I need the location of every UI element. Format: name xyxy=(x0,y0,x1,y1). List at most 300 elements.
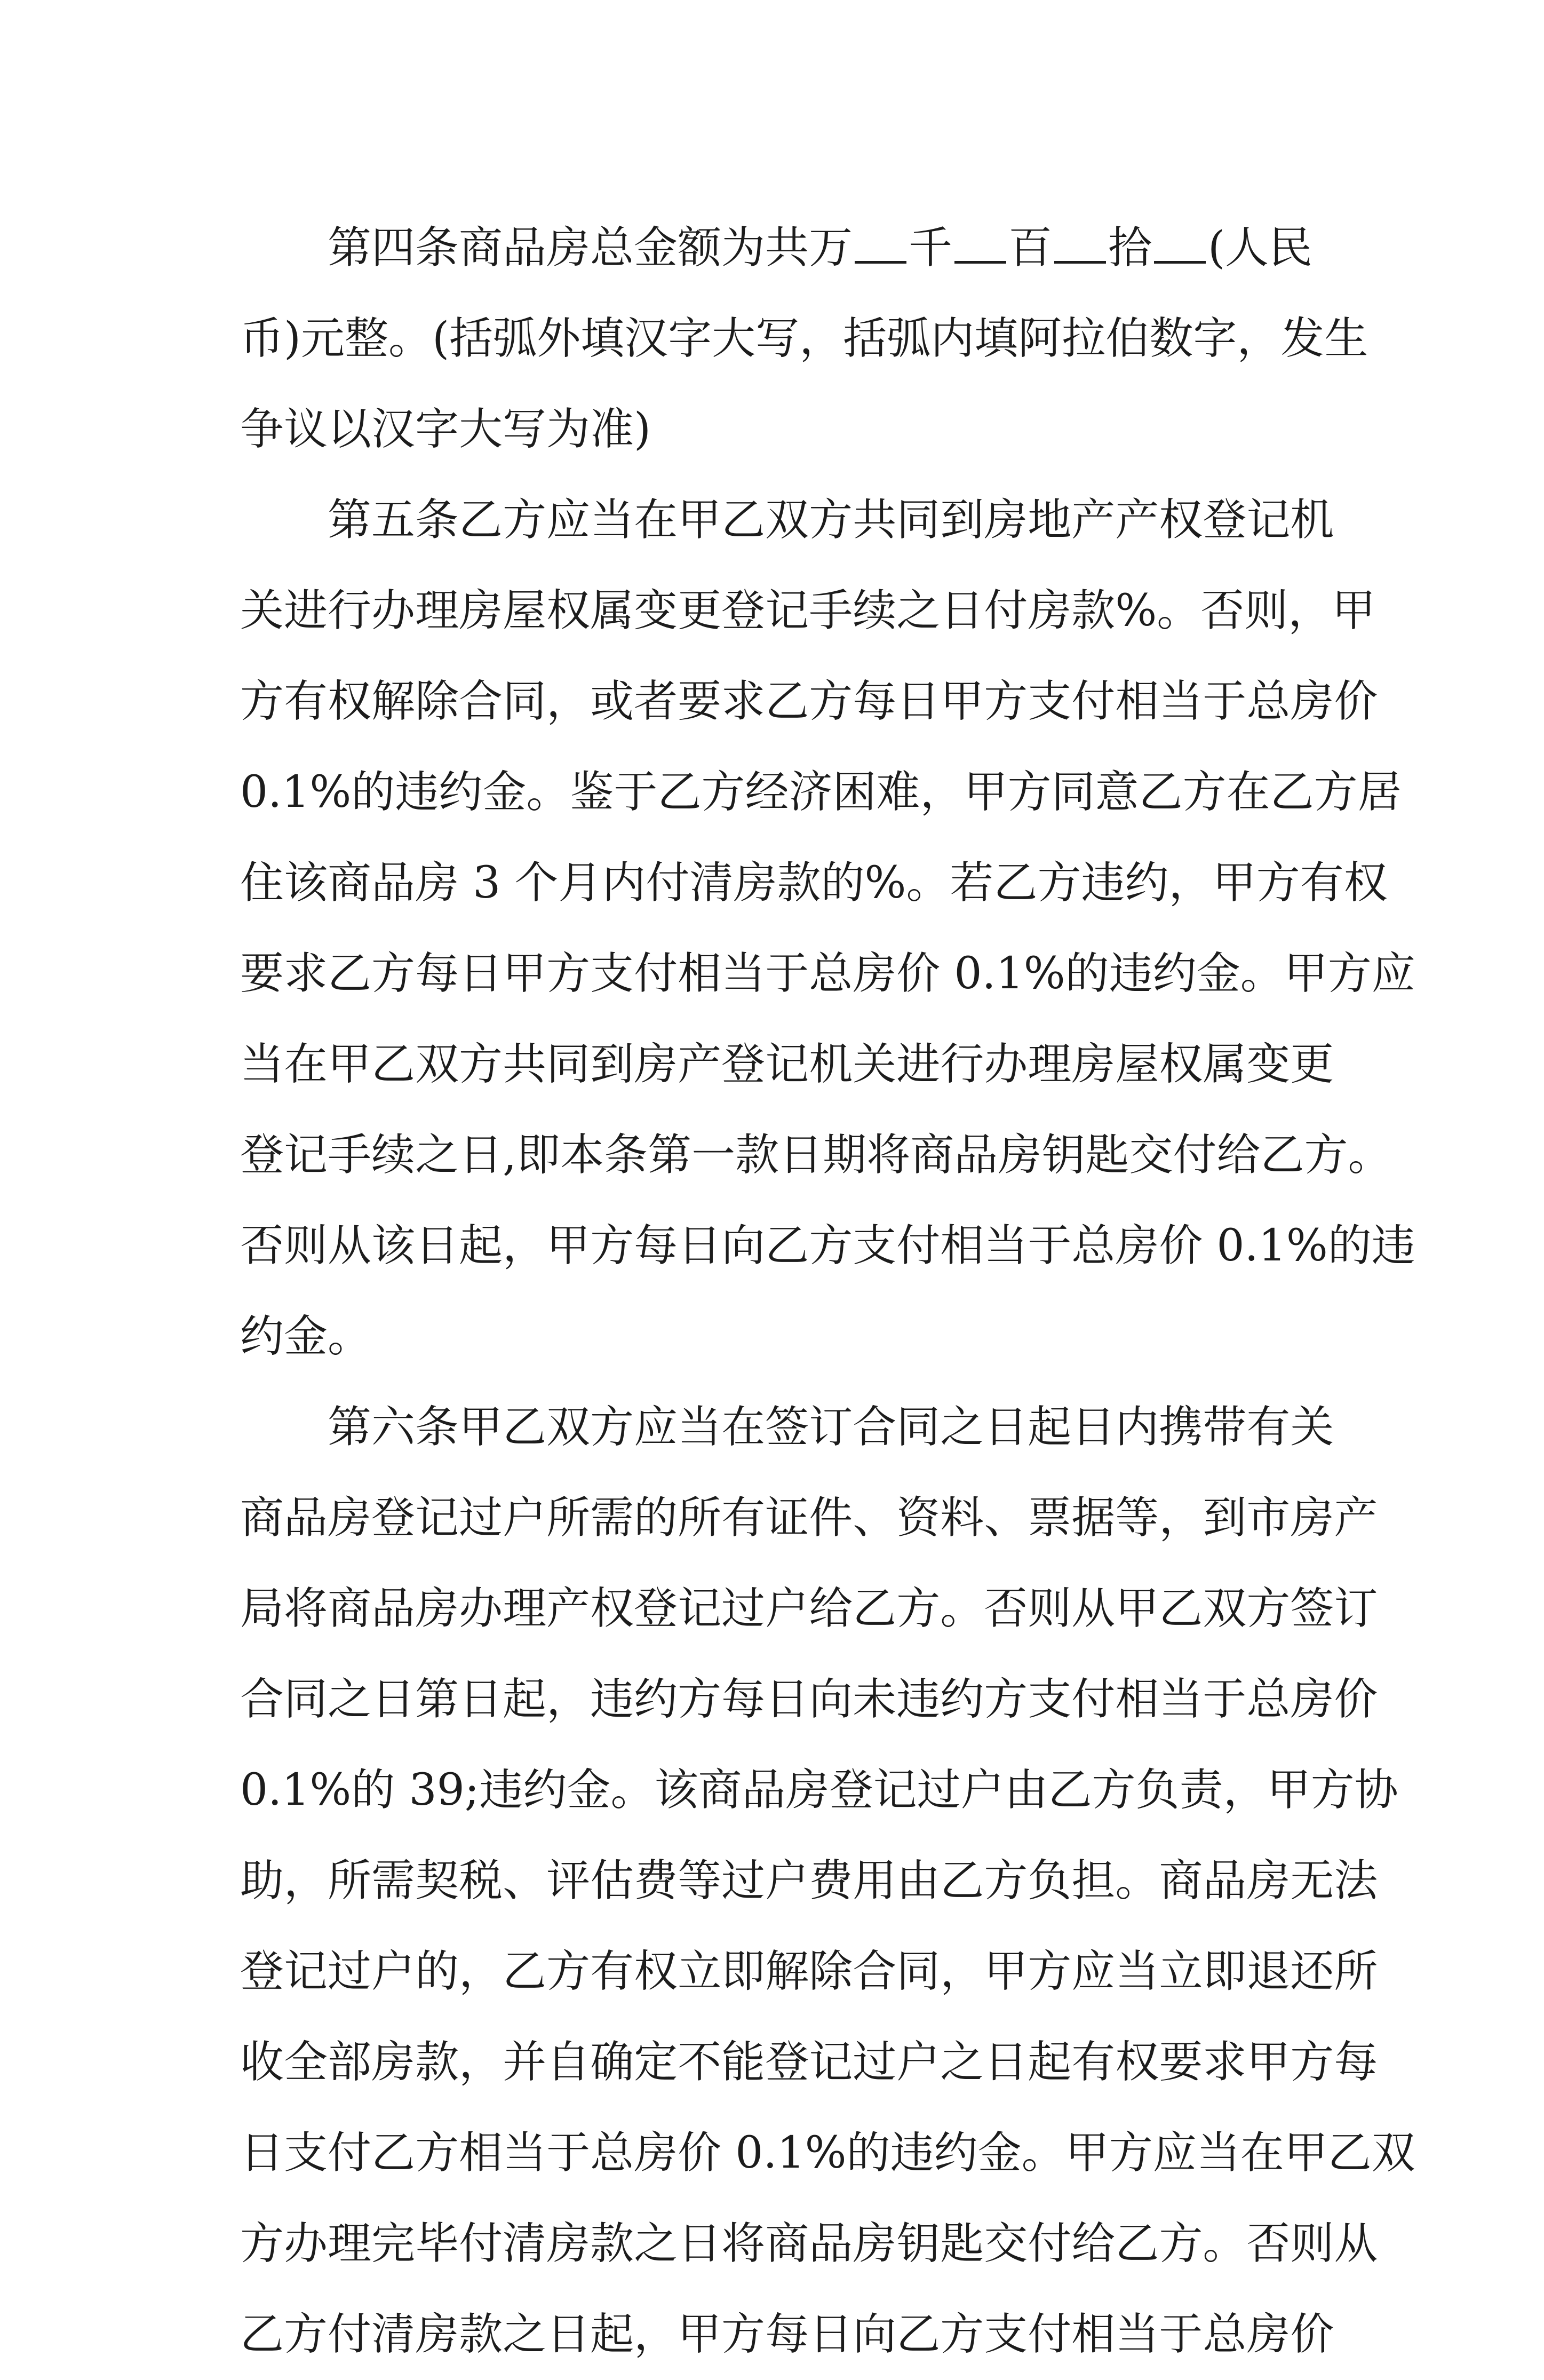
glyph: 方 xyxy=(1159,2218,1203,2269)
glyph: 于 xyxy=(1203,676,1247,727)
glyph: 方 xyxy=(1327,948,1372,999)
glyph: 甲 xyxy=(1284,948,1328,999)
glyph: 房 xyxy=(1290,676,1334,727)
glyph: 支 xyxy=(590,948,634,999)
glyph: 记 xyxy=(284,1130,328,1180)
glyph: 户 xyxy=(503,1493,547,1543)
glyph: 方 xyxy=(1037,858,1081,908)
glyph: 过 xyxy=(853,2037,897,2088)
glyph: 于 xyxy=(614,767,658,818)
glyph: 匙 xyxy=(940,2218,984,2269)
glyph: 同 xyxy=(896,1946,941,1997)
glyph: 契 xyxy=(415,1855,459,1906)
glyph: 生 xyxy=(1324,313,1368,364)
glyph: 有 xyxy=(284,676,328,727)
glyph: 料 xyxy=(940,1493,984,1543)
glyph: 完 xyxy=(371,2218,416,2269)
glyph: 等 xyxy=(678,1855,722,1906)
glyph: 之 xyxy=(503,2309,547,2360)
glyph: 意 xyxy=(1095,767,1139,818)
glyph: 款 xyxy=(590,2218,634,2269)
glyph: 证 xyxy=(765,1493,809,1543)
glyph: 9 xyxy=(436,1765,465,1815)
glyph: 订 xyxy=(1334,1583,1378,1634)
glyph: 伯 xyxy=(1105,313,1150,364)
glyph: 房 xyxy=(459,585,503,636)
glyph: 由 xyxy=(896,1855,941,1906)
glyph: 房 xyxy=(1115,1220,1159,1271)
glyph: 甲 xyxy=(1246,2037,1291,2088)
glyph: 解 xyxy=(371,676,416,727)
glyph: 金 xyxy=(977,2128,1022,2178)
glyph: 价 xyxy=(678,2128,722,2178)
glyph: ， xyxy=(634,2309,678,2360)
glyph: 登 xyxy=(721,585,766,636)
glyph: ， xyxy=(940,1946,984,1997)
glyph: 向 xyxy=(853,2309,897,2360)
article6-line-2 xyxy=(240,1473,1378,1564)
glyph: 品 xyxy=(954,1130,998,1180)
glyph: 汉 xyxy=(624,313,668,364)
glyph: 支 xyxy=(984,2309,1028,2360)
glyph: 字 xyxy=(1193,313,1237,364)
glyph: 应 xyxy=(634,1402,678,1453)
glyph: 乙 xyxy=(721,495,766,545)
glyph: 权 xyxy=(634,1946,678,1997)
glyph: 自 xyxy=(546,2037,591,2088)
glyph: 3 xyxy=(473,858,501,908)
glyph: 合 xyxy=(853,1946,897,1997)
glyph: 双 xyxy=(1203,1583,1247,1634)
glyph: 款 xyxy=(735,1130,779,1180)
glyph: 方 xyxy=(1290,2037,1334,2088)
glyph: 数 xyxy=(1149,313,1193,364)
glyph: 从 xyxy=(1334,2218,1378,2269)
glyph: ， xyxy=(459,2037,503,2088)
glyph: 违 xyxy=(890,2128,934,2178)
glyph: 方 xyxy=(678,1674,722,1725)
glyph: 登 xyxy=(634,1583,678,1634)
glyph: 住 xyxy=(240,858,284,908)
glyph: 房 xyxy=(1290,1493,1334,1543)
glyph: 第 xyxy=(415,1674,459,1725)
glyph: 甲 xyxy=(1212,858,1256,908)
glyph: 所 xyxy=(328,1855,372,1906)
glyph: 该 xyxy=(284,858,328,908)
glyph: 更 xyxy=(678,585,722,636)
glyph: 日 xyxy=(779,1130,823,1180)
glyph: 税 xyxy=(459,1855,503,1906)
glyph: 总 xyxy=(809,948,853,999)
glyph: 违 xyxy=(1081,858,1125,908)
glyph: 乙 xyxy=(459,495,503,545)
glyph: 品 xyxy=(284,1493,328,1543)
glyph: 方 xyxy=(415,2128,459,2178)
glyph: % xyxy=(1115,585,1157,636)
glyph: 或 xyxy=(590,676,634,727)
glyph: ， xyxy=(1223,1765,1267,1815)
glyph: 商 xyxy=(1159,1855,1203,1906)
glyph: 地 xyxy=(1028,495,1072,545)
glyph: 日 xyxy=(678,1220,722,1271)
glyph: 总 xyxy=(1246,1674,1291,1725)
glyph: 金 xyxy=(567,1765,611,1815)
glyph: 当 xyxy=(1196,2128,1240,2178)
glyph: 给 xyxy=(809,1583,853,1634)
article5-line-2 xyxy=(240,566,1376,656)
glyph: 合 xyxy=(853,1402,897,1453)
glyph: 付 xyxy=(459,2218,503,2269)
glyph: 清 xyxy=(689,858,734,908)
glyph: 于 xyxy=(1159,2309,1203,2360)
glyph: 1 xyxy=(282,767,310,818)
glyph: 支 xyxy=(284,2128,328,2178)
glyph: 一 xyxy=(691,1130,736,1180)
glyph: 登 xyxy=(721,1039,766,1090)
glyph: ， xyxy=(1288,585,1332,636)
article6-line-10 xyxy=(240,2199,1378,2289)
glyph: 屋 xyxy=(1115,1039,1159,1090)
glyph: 产 xyxy=(1115,495,1159,545)
glyph: 方 xyxy=(284,2309,328,2360)
glyph: 在 xyxy=(721,1402,766,1453)
glyph: 否 xyxy=(1246,2218,1291,2269)
glyph: 甲 xyxy=(459,1402,503,1453)
glyph: ， xyxy=(1237,313,1281,364)
glyph: 办 xyxy=(984,1039,1028,1090)
article4-text: (人民 xyxy=(1208,223,1312,273)
glyph: 约 xyxy=(523,1765,567,1815)
glyph: 品 xyxy=(809,2218,853,2269)
glyph: ) xyxy=(284,313,301,364)
glyph: 相 xyxy=(1115,1674,1159,1725)
glyph: 约 xyxy=(1152,948,1197,999)
glyph: 1 xyxy=(777,2128,805,2178)
glyph: 的 xyxy=(1065,948,1109,999)
glyph: 括 xyxy=(843,313,887,364)
glyph: 本 xyxy=(560,1130,604,1180)
glyph: ， xyxy=(459,1946,503,1997)
glyph: 方 xyxy=(896,1583,941,1634)
glyph: 房 xyxy=(785,1765,830,1815)
glyph: 担 xyxy=(1071,1855,1116,1906)
glyph: 经 xyxy=(745,767,789,818)
glyph: 方 xyxy=(721,2309,766,2360)
glyph: 产 xyxy=(1334,1493,1378,1543)
glyph: 甲 xyxy=(1332,585,1376,636)
glyph: 者 xyxy=(634,676,678,727)
glyph: 填 xyxy=(580,313,625,364)
glyph: 于 xyxy=(1028,1220,1072,1271)
glyph: 权 xyxy=(328,676,372,727)
article6-line-6 xyxy=(240,1836,1378,1926)
glyph: ， xyxy=(284,1855,328,1906)
glyph: 条 xyxy=(604,1130,648,1180)
glyph: ， xyxy=(1159,1493,1203,1543)
glyph: 向 xyxy=(809,1674,853,1725)
glyph: 共 xyxy=(853,495,897,545)
glyph: 、 xyxy=(853,1493,897,1543)
glyph: 甲 xyxy=(1115,1583,1159,1634)
glyph: 乙 xyxy=(503,1946,547,1997)
glyph: 每 xyxy=(415,948,459,999)
glyph: 违 xyxy=(1109,948,1153,999)
glyph: 定 xyxy=(634,2037,678,2088)
glyph: 每 xyxy=(765,2309,809,2360)
glyph: 0 xyxy=(954,948,982,999)
glyph: 约 xyxy=(940,1674,984,1725)
glyph: 、 xyxy=(984,1493,1028,1543)
glyph: 。 xyxy=(1240,948,1284,999)
glyph: 变 xyxy=(1246,1039,1291,1090)
glyph: 方 xyxy=(1304,1130,1348,1180)
glyph: 方 xyxy=(809,1220,853,1271)
glyph: 商 xyxy=(328,1583,372,1634)
glyph: 起 xyxy=(503,1674,547,1725)
article6-line-11 xyxy=(240,2289,1334,2380)
glyph: 责 xyxy=(1179,1765,1223,1815)
glyph: 费 xyxy=(809,1855,853,1906)
glyph: 每 xyxy=(1334,2037,1378,2088)
glyph: 款 xyxy=(777,858,821,908)
glyph: 甲 xyxy=(678,495,722,545)
glyph: 解 xyxy=(765,1946,809,1997)
glyph: 记 xyxy=(873,1765,917,1815)
glyph: 记 xyxy=(765,585,809,636)
glyph: 总 xyxy=(590,2128,634,2178)
glyph: 于 xyxy=(546,2128,591,2178)
amount-blank-shi xyxy=(1154,257,1206,264)
glyph: 给 xyxy=(1216,1130,1261,1180)
glyph: 房 xyxy=(415,1583,459,1634)
glyph: 房 xyxy=(415,858,459,908)
glyph xyxy=(459,838,473,929)
glyph: 款 xyxy=(415,2037,459,2088)
glyph: 方 xyxy=(590,1402,634,1453)
glyph: 、 xyxy=(503,1855,547,1906)
glyph: 同 xyxy=(896,1402,941,1453)
glyph: 属 xyxy=(590,585,634,636)
article6-line-9 xyxy=(240,2108,1415,2199)
glyph: 要 xyxy=(240,948,284,999)
glyph: 甲 xyxy=(1267,1765,1311,1815)
glyph: 方 xyxy=(984,676,1028,727)
glyph: % xyxy=(1023,948,1065,999)
glyph: 于 xyxy=(765,948,809,999)
glyph: 则 xyxy=(1244,585,1288,636)
glyph: 过 xyxy=(721,1855,766,1906)
glyph: 当 xyxy=(503,2128,547,2178)
glyph: 确 xyxy=(590,2037,634,2088)
glyph: 方 xyxy=(240,2218,284,2269)
glyph: 则 xyxy=(284,1220,328,1271)
glyph: 期 xyxy=(823,1130,867,1180)
glyph: 合 xyxy=(240,1674,284,1725)
glyph: 有 xyxy=(1071,2037,1116,2088)
glyph: 约 xyxy=(634,1674,678,1725)
glyph: 房 xyxy=(1028,585,1072,636)
glyph: 约 xyxy=(934,2128,978,2178)
glyph: 费 xyxy=(634,1855,678,1906)
glyph: 将 xyxy=(284,1583,328,1634)
glyph: 该 xyxy=(654,1765,698,1815)
article4-line-1 xyxy=(240,203,1312,293)
glyph: 日 xyxy=(940,585,984,636)
glyph: 日 xyxy=(984,1402,1028,1453)
glyph: 乙 xyxy=(328,948,372,999)
glyph: 带 xyxy=(1203,1402,1247,1453)
glyph: % xyxy=(864,858,906,908)
glyph: 金 xyxy=(1196,948,1240,999)
glyph: 理 xyxy=(415,585,459,636)
glyph: 付 xyxy=(1071,676,1116,727)
glyph: 登 xyxy=(371,1493,416,1543)
glyph: 到 xyxy=(940,495,984,545)
glyph: 相 xyxy=(459,2128,503,2178)
glyph: 的 xyxy=(846,2128,890,2178)
glyph: 立 xyxy=(678,1946,722,1997)
glyph: 方 xyxy=(701,767,745,818)
glyph: 记 xyxy=(765,1039,809,1090)
glyph: 据 xyxy=(1071,1493,1116,1543)
glyph: 拉 xyxy=(1062,313,1106,364)
glyph: ， xyxy=(1168,858,1213,908)
glyph: 乙 xyxy=(1115,2218,1159,2269)
glyph: 品 xyxy=(742,1765,786,1815)
glyph: 乙 xyxy=(1139,767,1183,818)
glyph: 将 xyxy=(721,2218,766,2269)
article4-text: 拾 xyxy=(1108,223,1152,273)
glyph: 局 xyxy=(240,1583,284,1634)
glyph: 品 xyxy=(1203,1855,1247,1906)
glyph: 房 xyxy=(733,858,777,908)
glyph: 房 xyxy=(998,1130,1042,1180)
glyph: 有 xyxy=(1246,1402,1291,1453)
glyph: 产 xyxy=(546,1583,591,1634)
glyph: 协 xyxy=(1354,1765,1398,1815)
glyph: 共 xyxy=(503,1039,547,1090)
glyph: 之 xyxy=(896,585,941,636)
line-text: 争议以汉字大写为准) xyxy=(240,404,651,455)
glyph: 除 xyxy=(809,1946,853,1997)
glyph: 乙 xyxy=(853,1583,897,1634)
glyph: 在 xyxy=(284,1039,328,1090)
glyph: 当 xyxy=(1159,1674,1203,1725)
glyph: 若 xyxy=(950,858,994,908)
glyph: 五 xyxy=(371,495,416,545)
glyph: 合 xyxy=(459,676,503,727)
glyph: 方 xyxy=(984,1674,1028,1725)
glyph: 付 xyxy=(646,858,690,908)
glyph: 甲 xyxy=(328,1039,372,1090)
glyph: 条 xyxy=(415,495,459,545)
glyph: 甲 xyxy=(984,1946,1028,1997)
glyph: 0 xyxy=(735,2128,763,2178)
glyph: 币 xyxy=(240,313,284,364)
glyph: 款 xyxy=(459,2309,503,2360)
glyph: 困 xyxy=(832,767,877,818)
glyph: 要 xyxy=(678,676,722,727)
glyph: 方 xyxy=(1310,1765,1355,1815)
glyph: 退 xyxy=(1246,1946,1291,1997)
glyph: 3 xyxy=(409,1765,437,1815)
article6-line-5 xyxy=(240,1745,1398,1836)
glyph: 鉴 xyxy=(570,767,614,818)
glyph: 除 xyxy=(415,676,459,727)
glyph: 当 xyxy=(1115,2309,1159,2360)
glyph: 当 xyxy=(240,1039,284,1090)
glyph xyxy=(395,1745,409,1836)
glyph: 权 xyxy=(590,1583,634,1634)
glyph: 过 xyxy=(721,1583,766,1634)
glyph: . xyxy=(763,2128,777,2178)
glyph: 乙 xyxy=(940,1855,984,1906)
glyph: 在 xyxy=(1240,2128,1284,2178)
article5-line-3 xyxy=(240,656,1378,747)
glyph: 在 xyxy=(634,495,678,545)
glyph: 甲 xyxy=(503,948,547,999)
glyph: 匙 xyxy=(1085,1130,1129,1180)
glyph: 支 xyxy=(1028,1674,1072,1725)
glyph: 屋 xyxy=(503,585,547,636)
glyph: 过 xyxy=(917,1765,961,1815)
glyph: 变 xyxy=(634,585,678,636)
glyph: 从 xyxy=(328,1220,372,1271)
article4-text: 千 xyxy=(909,223,953,273)
glyph: 签 xyxy=(765,1402,809,1453)
glyph: 的 xyxy=(634,1493,678,1543)
glyph: 部 xyxy=(328,2037,372,2088)
glyph: 日 xyxy=(546,2309,591,2360)
glyph: 双 xyxy=(1371,2128,1415,2178)
glyph: 产 xyxy=(678,1039,722,1090)
glyph: 手 xyxy=(328,1130,372,1180)
glyph: 乙 xyxy=(1260,1130,1304,1180)
glyph: 当 xyxy=(1115,1946,1159,1997)
glyph: % xyxy=(1286,1220,1328,1271)
glyph: 办 xyxy=(284,2218,328,2269)
glyph: 违 xyxy=(590,1674,634,1725)
glyph: 助 xyxy=(240,1855,284,1906)
glyph: 。 xyxy=(1115,1855,1159,1906)
glyph: 付 xyxy=(1028,2218,1072,2269)
glyph: 违 xyxy=(479,1765,523,1815)
glyph: 之 xyxy=(940,1402,984,1453)
glyph: 有 xyxy=(590,1946,634,1997)
glyph: 续 xyxy=(853,585,897,636)
glyph: 相 xyxy=(678,948,722,999)
glyph: 甲 xyxy=(940,676,984,727)
glyph: 日 xyxy=(240,2128,284,2178)
glyph: 给 xyxy=(1071,2218,1116,2269)
glyph: 并 xyxy=(503,2037,547,2088)
glyph: 的 xyxy=(351,1765,395,1815)
glyph: 更 xyxy=(1290,1039,1334,1090)
glyph: 方 xyxy=(1314,767,1358,818)
article6-line-8 xyxy=(240,2017,1378,2108)
glyph: 将 xyxy=(866,1130,911,1180)
glyph: 续 xyxy=(371,1130,416,1180)
glyph: 商 xyxy=(765,2218,809,2269)
glyph: . xyxy=(268,1765,282,1815)
glyph: 房 xyxy=(984,495,1028,545)
glyph: 从 xyxy=(1071,1583,1116,1634)
glyph: 乙 xyxy=(371,1039,416,1090)
glyph xyxy=(940,929,954,1019)
glyph: 日 xyxy=(1071,1402,1116,1453)
glyph: 向 xyxy=(721,1220,766,1271)
glyph: 难 xyxy=(876,767,920,818)
